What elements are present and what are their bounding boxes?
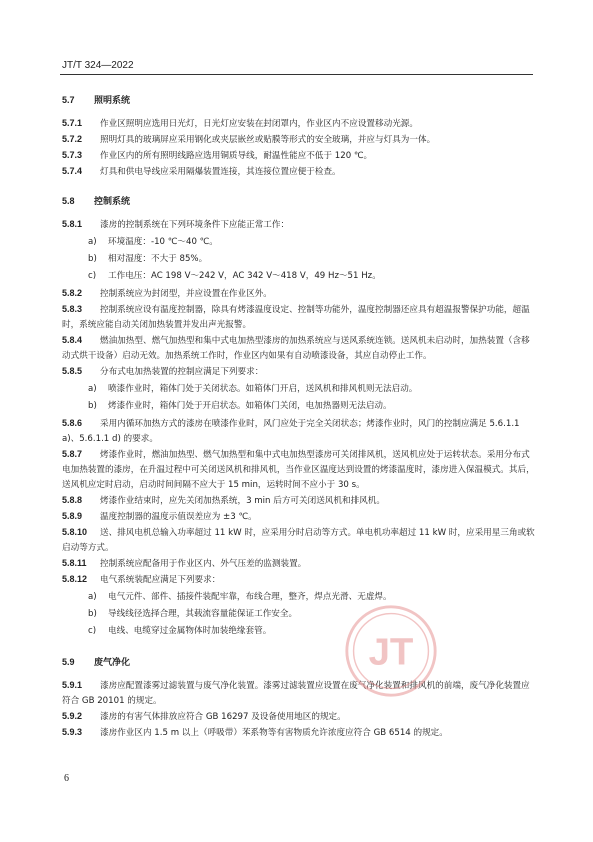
header-divider	[60, 74, 533, 75]
clause: 5.8.9 温度控制器的温度示值误差应为 ±3 ℃。	[62, 511, 257, 522]
clause: 5.7.4 灯具和供电导线应采用隔爆装置连接，其连接位置应便于检查。	[62, 166, 341, 177]
clause: 5.7.2 照明灯具的玻璃屏应采用钢化或夹层嵌丝或贴膜等形式的安全玻璃，并应与灯具为一体。	[62, 134, 436, 145]
jt-watermark-logo	[343, 603, 439, 699]
clause: 5.7.3 作业区内的所有照明线路应选用铜质导线，耐温性能应不低于 120 ℃。	[62, 150, 373, 161]
clause: 5.8.12 电气系统装配应满足下列要求：	[62, 574, 221, 585]
clause: 5.9.1 漆房应配置漆雾过滤装置与废气净化装置。漆雾过滤装置应设置在废气净化装置和排风机的前端，废气净化装置应符合 GB 20101 的规定。	[62, 680, 530, 706]
clause: 5.9.2 漆房的有害气体排放应符合 GB 16297 及设备使用地区的规定。	[62, 711, 346, 722]
list-item: c) 工作电压：AC 198 V～242 V，AC 342 V～418 V，49 Hz～51 Hz。	[88, 271, 381, 281]
clause: 5.8.6 采用内循环加热方式的漆房在喷漆作业时，风门应处于完全关闭状态；烤漆作业时，风门的控制应满足 5.6.1.1 a)、5.6.1.1 d) 的要求。	[62, 418, 520, 444]
list-item: a) 电气元件、部件、插接件装配牢靠，布线合理，整齐，焊点光滑、无虚焊。	[88, 592, 392, 602]
clause: 5.8.3 控制系统应设有温度控制器，除具有烤漆温度设定、控制等功能外，温度控制器还应具有超温报警保护功能，超温时，系统应能自动关闭加热装置并发出声光报警。	[62, 304, 530, 330]
page-body	[62, 90, 535, 741]
clause: 5.8.1 漆房的控制系统在下列环境条件下应能正常工作：	[62, 219, 290, 230]
clause: 5.7.1 作业区照明应选用日光灯，日光灯应安装在封闭罩内，作业区内不应设置移动光源。	[62, 118, 418, 129]
section-heading-control: 5.8 控制系统	[62, 196, 131, 206]
list-item: b) 烤漆作业时，箱体门处于开启状态。如箱体门关闭，电加热器则无法启动。	[88, 401, 392, 411]
clause: 5.8.10 送、排风电机总输入功率超过 11 kW 时，应采用分时启动等方式。单电机功率超过 11 kW 时，应采用星三角或软启动等方式。	[62, 527, 535, 553]
clause: 5.8.11 控制系统应配备用于作业区内、外气压差的监测装置。	[62, 558, 307, 569]
clause: 5.9.3 漆房作业区内 1.5 m 以上（呼吸带）苯系物等有害物质允许浓度应符合 GB 6514 的规定。	[62, 727, 448, 738]
list-item: a) 喷漆作业时，箱体门处于关闭状态。如箱体门开启，送风机和排风机则无法启动。	[88, 384, 418, 394]
section-heading-lighting: 5.7 照明系统	[62, 95, 131, 105]
list-item: c) 电线、电缆穿过金属物体时加装绝缘套管。	[88, 626, 272, 636]
list-item: a) 环境温度：-10 ℃～40 ℃。	[88, 237, 218, 247]
list-item: b) 相对湿度：不大于 85%。	[88, 254, 208, 264]
section-heading-exhaust: 5.9 废气净化	[62, 657, 131, 667]
list-item: b) 导线线径选择合理，其载流容量能保证工作安全。	[88, 609, 298, 619]
document-code: JT/T 324—2022	[62, 60, 134, 71]
clause: 5.8.2 控制系统应为封闭型，并应设置在作业区外。	[62, 288, 272, 299]
clause: 5.8.7 烤漆作业时，燃油加热型、燃气加热型和集中式电加热型漆房可关闭排风机，送风机应处于运转状态。采用分布式电加热装置的漆房，在升温过程中可关闭送风机和排风机，当作业区温度达到设置的烤漆温度时，漆房进入保温模式。其后，送风机应定时启动，启动时间间隔不应大于 15 min，运转时间不应小于 30 s。	[62, 449, 535, 490]
page-number: 6	[64, 773, 69, 784]
watermark-text: JT	[368, 630, 414, 674]
clause: 5.8.8 烤漆作业结束时，应先关闭加热系统，3 min 后方可关闭送风机和排风机。	[62, 495, 385, 506]
clause: 5.8.4 燃油加热型、燃气加热型和集中式电加热型漆房的加热系统应与送风系统连锁。送风机未启动时，加热装置（含移动式烘干设备）启动无效。加热系统工作时，作业区内如果有自动喷漆设备，其应自动停止工作。	[62, 335, 530, 361]
clause: 5.8.5 分布式电加热装置的控制应满足下列要求：	[62, 366, 264, 377]
